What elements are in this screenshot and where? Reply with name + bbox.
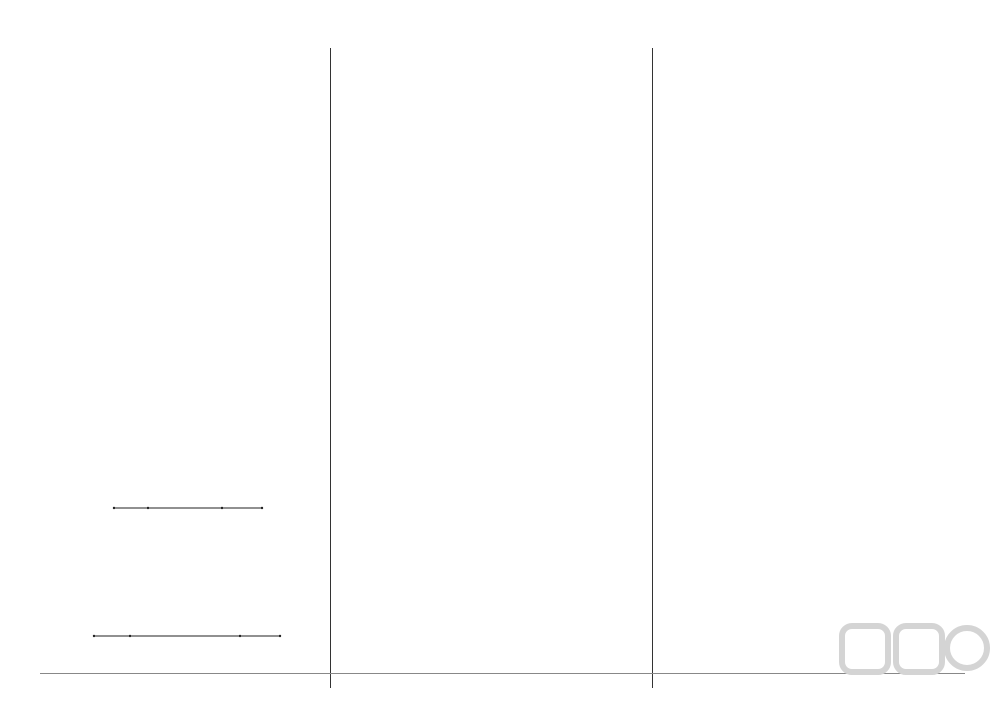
figure-2: [90, 628, 290, 668]
watermark-logo: [822, 618, 992, 698]
figure-1: [100, 500, 280, 540]
column-divider: [652, 48, 653, 688]
column-divider: [330, 48, 331, 688]
